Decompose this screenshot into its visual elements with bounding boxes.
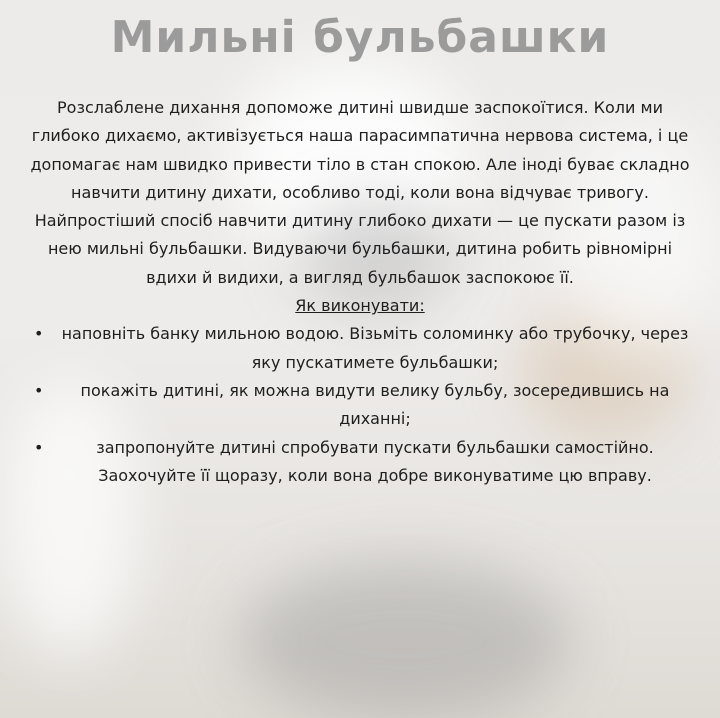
steps-list [22,320,698,490]
intro-paragraph: Розслаблене дихання допоможе дитині швидше заспокоїтися. Коли ми глибоко дихаємо, активізується наша парасимпатична нервова система, і це допомагає нам швидко привести тіло в стан спокою. Але іноді буває складно навчити дитину дихати, особливо тоді, коли вона відчуває тривогу. [30,98,690,202]
howto-heading-text: Як виконувати: [295,296,425,316]
background-blur-furniture [240,560,570,718]
step-text: запропонуйте дитині спробувати пускати бульбашки самостійно. Заохочуйте її щоразу, коли вона добре виконуватиме цю вправу. [96,437,654,485]
bullet-icon: • [34,437,44,457]
article-body [22,94,698,490]
bullet-icon: • [34,324,44,344]
list-item [22,377,698,434]
step-text: покажіть дитині, як можна видути велику бульбу, зосередившись на диханні; [80,380,670,429]
step-text: наповніть банку мильною водою. Візьміть соломинку або трубочку, через яку пускатимете бульбашки; [61,324,689,372]
list-item [22,434,698,491]
page-title: Мильні бульбашки [110,12,610,63]
list-item [22,320,698,377]
method-paragraph: Найпростіший спосіб навчити дитину глибоко дихати — це пускати разом із нею мильні бульбашки. Видуваючи бульбашки, дитина робить рівномірні вдихи й видихи, а вигляд бульбашок заспокоює її. [34,211,686,287]
howto-heading [22,292,698,320]
bullet-icon: • [34,380,44,400]
